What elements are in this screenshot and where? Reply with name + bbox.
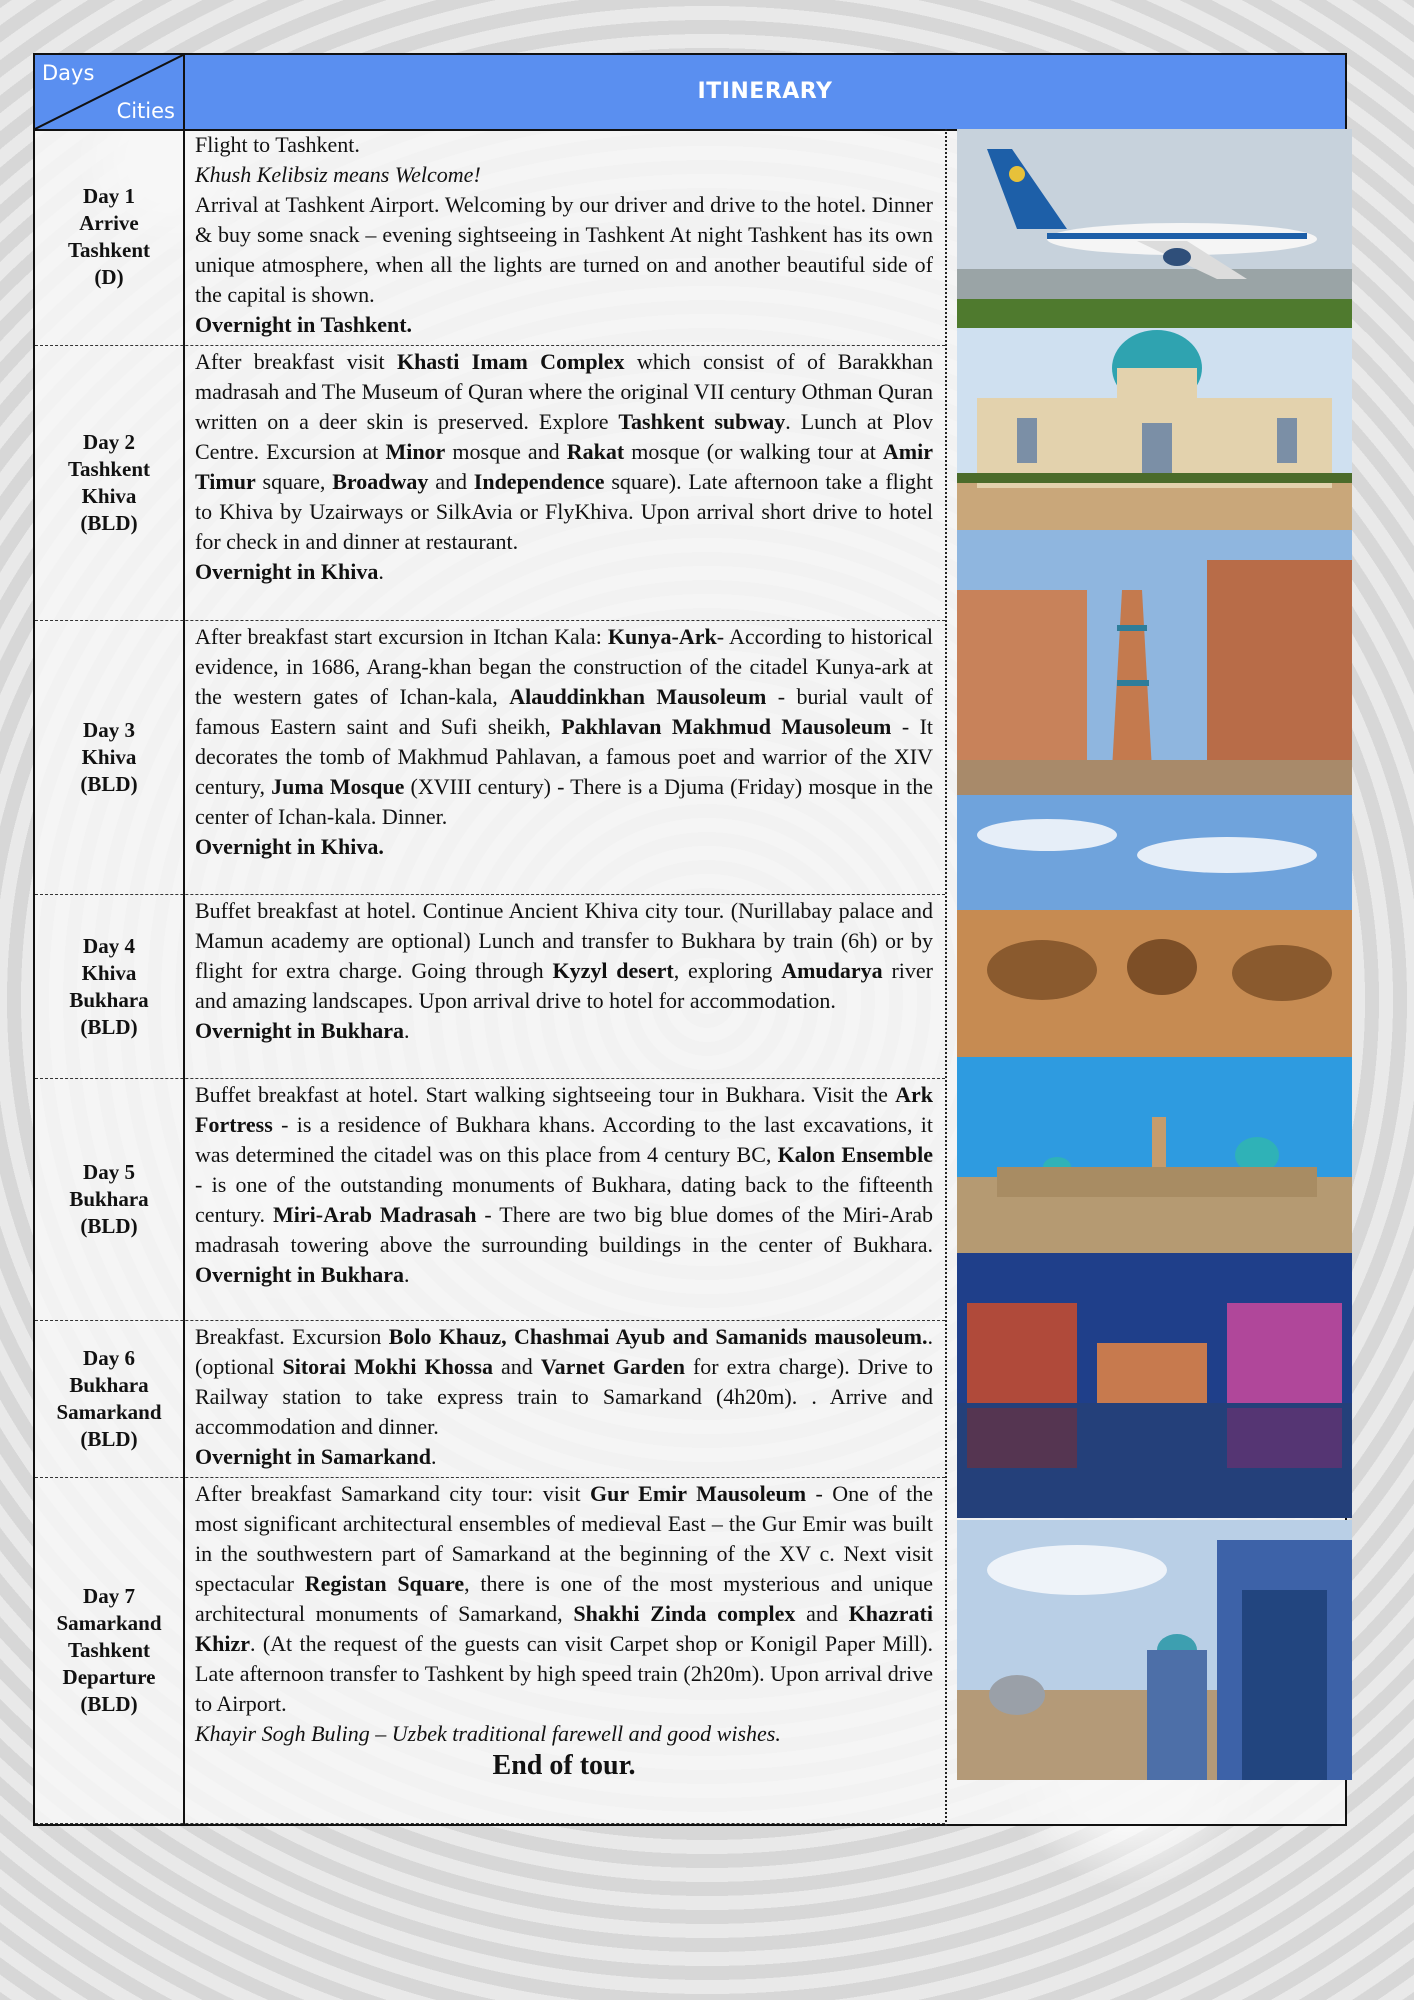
highlight: Pakhlavan Makhmud Mausoleum — [561, 714, 892, 739]
text-run: - is a residence of Bukhara khans. According to the last excavations, it was determined the citadel was on this place from 4 century BC, — [195, 1112, 933, 1167]
overnight-line: Overnight in Samarkand — [195, 1444, 431, 1469]
day-city: Samarkand — [56, 1400, 162, 1424]
day-city: Tashkent — [67, 1638, 151, 1662]
day-label — [35, 346, 183, 620]
text-run: After breakfast start excursion in Itchan Kala: — [195, 624, 608, 649]
overnight-line: Overnight in Khiva — [195, 559, 379, 584]
day-label — [35, 895, 183, 1078]
highlight: Kyzyl desert — [552, 958, 674, 983]
overnight-line: Overnight in Tashkent. — [195, 312, 413, 337]
day-city: Khiva — [81, 960, 137, 985]
highlight: Tashkent subway — [618, 409, 786, 434]
day-description — [195, 130, 933, 340]
text-run: After breakfast visit — [195, 349, 397, 374]
corner-days-label: Days — [42, 61, 95, 85]
text-run: . (At the request of the guests can visit Carpet shop or Konigil Paper Mill). Late afternoon transfer to Tashkent by high speed train (2h20m). Upon arrival drive to Airport. — [195, 1631, 933, 1716]
text-run: . Lunch at Plov Centre. Excursion at — [195, 409, 934, 464]
highlight: Bolo Khauz, Chashmai Ayub and Samanids mausoleum. — [388, 1324, 928, 1349]
text-run: mosque (or walking tour at — [624, 439, 883, 464]
highlight: Kalon Ensemble — [777, 1142, 933, 1167]
text-run: - burial vault of famous Eastern saint and Sufi sheikh, — [195, 684, 933, 739]
text-run: Buffet breakfast at hotel. Continue Ancient Khiva city tour. (Nurillabay palace and Mamun academy are optional) Lunch and transfer to Bukhara by train (6h) or by flight for extra charge. Going through — [195, 898, 933, 983]
overnight-line: Overnight in Bukhara — [195, 1018, 405, 1043]
highlight: Amir Timur — [195, 439, 933, 494]
table-header — [35, 55, 1345, 131]
text-run: - is one of the outstanding monuments of Bukhara, dating back to the fifteenth century. — [195, 1172, 933, 1227]
highlight: Miri-Arab Madrasah — [272, 1202, 477, 1227]
text-run: river and amazing landscapes. Upon arrival drive to hotel for accommodation. — [195, 958, 934, 1013]
day-meals: (D) — [94, 265, 124, 289]
itchan-kala-photo — [957, 530, 1352, 795]
text-run: . — [430, 1444, 437, 1469]
text-run: - One of the most significant architectural ensembles of medieval East – the Gur Emir was built in the southwestern part of Samarkand at the beginning of the XV c. Next visit spectacular — [195, 1481, 933, 1596]
highlight: Ark Fortress — [195, 1082, 933, 1137]
text-run: Buffet breakfast at hotel. Start walking sightseeing tour in Bukhara. Visit the — [195, 1082, 896, 1107]
end-of-tour: End of tour. — [492, 1750, 636, 1781]
text-run: and — [492, 1354, 541, 1379]
corner-cities-label: Cities — [116, 99, 175, 123]
day-city: Khiva — [81, 745, 137, 769]
day-number: Day 6 — [83, 1346, 135, 1370]
highlight: Varnet Garden — [540, 1354, 685, 1379]
day-description — [195, 1322, 933, 1472]
overnight-line: Overnight in Khiva. — [195, 834, 384, 859]
highlight: Khasti Imam Complex — [396, 349, 625, 374]
text-run: After breakfast Samarkand city tour: visit — [195, 1481, 591, 1506]
day-label — [35, 621, 183, 894]
welcome-line: Khush Kelibsiz means Welcome! — [195, 162, 481, 187]
day-number: Day 1 — [83, 184, 135, 208]
day-city: Arrive — [79, 211, 139, 235]
itinerary-title: ITINERARY — [697, 79, 833, 104]
day-label — [35, 1321, 183, 1477]
day-city: Bukhara — [69, 987, 149, 1012]
day-row-1 — [35, 129, 945, 346]
day-city: Tashkent — [67, 238, 151, 262]
day-city: Departure — [62, 1665, 156, 1689]
day-number: Day 5 — [83, 1160, 135, 1184]
flight-line: Flight to Tashkent. — [195, 132, 360, 157]
highlight: Kunya-Ark — [607, 624, 717, 649]
highlight: Broadway — [332, 469, 429, 494]
text-run: which consist of of Barakkhan madrasah and The Museum of Quran where the original VII century Othman Quran written on a deer skin is preserved. Explore — [195, 349, 934, 434]
highlight: Minor — [385, 439, 446, 464]
day-meals: (BLD) — [80, 1692, 138, 1716]
text-run: . (optional — [195, 1324, 933, 1379]
text-run: square). Late afternoon take a flight to Khiva by Uzairways or SilkAvia or FlyKhiva. Upon arrival short drive to hotel for check in and dinner at restaurant. — [195, 469, 934, 554]
highlight: Shakhi Zinda complex — [573, 1601, 796, 1626]
highlight: Gur Emir Mausoleum — [590, 1481, 807, 1506]
column-divider-dotted — [945, 129, 947, 1826]
day-row-7 — [35, 1478, 945, 1824]
text-run: . — [404, 1262, 410, 1287]
day-meals: (BLD) — [80, 1214, 138, 1238]
day-meals: (BLD) — [80, 772, 138, 796]
arrival-text: Arrival at Tashkent Airport. Welcoming by our driver and drive to the hotel. Dinner & buy some snack – evening sightseeing in Tashkent At night Tashkent has its own unique atmosphere, when all the lights are turned on and another beautiful side of the capital is shown. — [195, 192, 933, 307]
khasti-imam-photo — [957, 328, 1352, 530]
highlight: Sitorai Mokhi Khossa — [282, 1354, 493, 1379]
registan-night-photo — [957, 1253, 1352, 1518]
highlight: Alauddinkhan Mausoleum — [509, 684, 767, 709]
shakhi-zinda-photo — [957, 1520, 1352, 1780]
text-run: , there is one of the most mysterious and unique architectural monuments of Samarkand, — [195, 1571, 933, 1626]
day-label — [35, 1478, 183, 1823]
airplane-photo — [957, 129, 1352, 328]
day-city: Bukhara — [69, 1373, 149, 1397]
highlight: Registan Square — [304, 1571, 465, 1596]
farewell-line: Khayir Sogh Buling – Uzbek traditional farewell and good wishes. — [195, 1721, 781, 1746]
text-run: mosque and — [445, 439, 567, 464]
overnight-line: Overnight in Bukhara — [195, 1262, 405, 1287]
day-meals: (BLD) — [80, 1427, 138, 1451]
day-number: Day 7 — [83, 1584, 135, 1608]
day-city: Tashkent — [67, 457, 151, 481]
day-description — [195, 1080, 933, 1290]
camels-desert-photo — [957, 795, 1352, 1057]
bukhara-panorama-photo — [957, 1057, 1352, 1253]
text-run: . — [378, 559, 384, 584]
day-meals: (BLD) — [80, 1014, 138, 1039]
day-number: Day 3 — [83, 718, 135, 742]
highlight: Amudarya — [781, 958, 883, 983]
day-row-2 — [35, 346, 945, 621]
text-run: for extra charge). Drive to Railway station to take express train to Samarkand (4h20m). . Arrive and accommodation and dinner. — [195, 1354, 934, 1439]
day-row-5 — [35, 1079, 945, 1321]
day-description — [195, 622, 933, 862]
day-description — [195, 347, 933, 587]
day-description — [195, 896, 933, 1046]
text-run: - According to historical evidence, in 1686, Arang-khan began the construction of the citadel Kunya-ark at the western gates of Ichan-kala, — [195, 624, 933, 709]
days-cities-corner — [35, 55, 185, 129]
highlight: Khazrati Khizr — [195, 1601, 933, 1656]
text-run: . — [404, 1018, 410, 1043]
text-run: - It decorates the tomb of Makhmud Pahlavan, a famous poet and warrior of the XIV century, — [195, 714, 934, 799]
text-run: (XVIII century) - There is a Djuma (Friday) mosque in the center of Ichan-kala. Dinner. — [195, 774, 933, 829]
text-run: square, — [255, 469, 333, 494]
day-city: Khiva — [81, 484, 137, 508]
highlight: Rakat — [566, 439, 625, 464]
day-row-6 — [35, 1321, 945, 1478]
day-row-3 — [35, 621, 945, 895]
text-run: Breakfast. Excursion — [195, 1324, 389, 1349]
day-label — [35, 1079, 183, 1320]
day-row-4 — [35, 895, 945, 1079]
day-city: Samarkand — [56, 1611, 162, 1635]
text-run: and — [428, 469, 474, 494]
text-run: and — [795, 1601, 849, 1626]
day-number: Day 2 — [83, 430, 135, 454]
day-label — [35, 129, 183, 345]
day-meals: (BLD) — [80, 511, 138, 535]
text-run: , exploring — [673, 958, 782, 983]
day-number: Day 4 — [83, 933, 135, 958]
day-description — [195, 1479, 933, 1783]
text-run: - There are two big blue domes of the Miri-Arab madrasah towering above the surrounding buildings in the center of Bukhara. — [195, 1202, 933, 1257]
day-city: Bukhara — [69, 1187, 149, 1211]
highlight: Juma Mosque — [271, 774, 405, 799]
highlight: Independence — [473, 469, 605, 494]
